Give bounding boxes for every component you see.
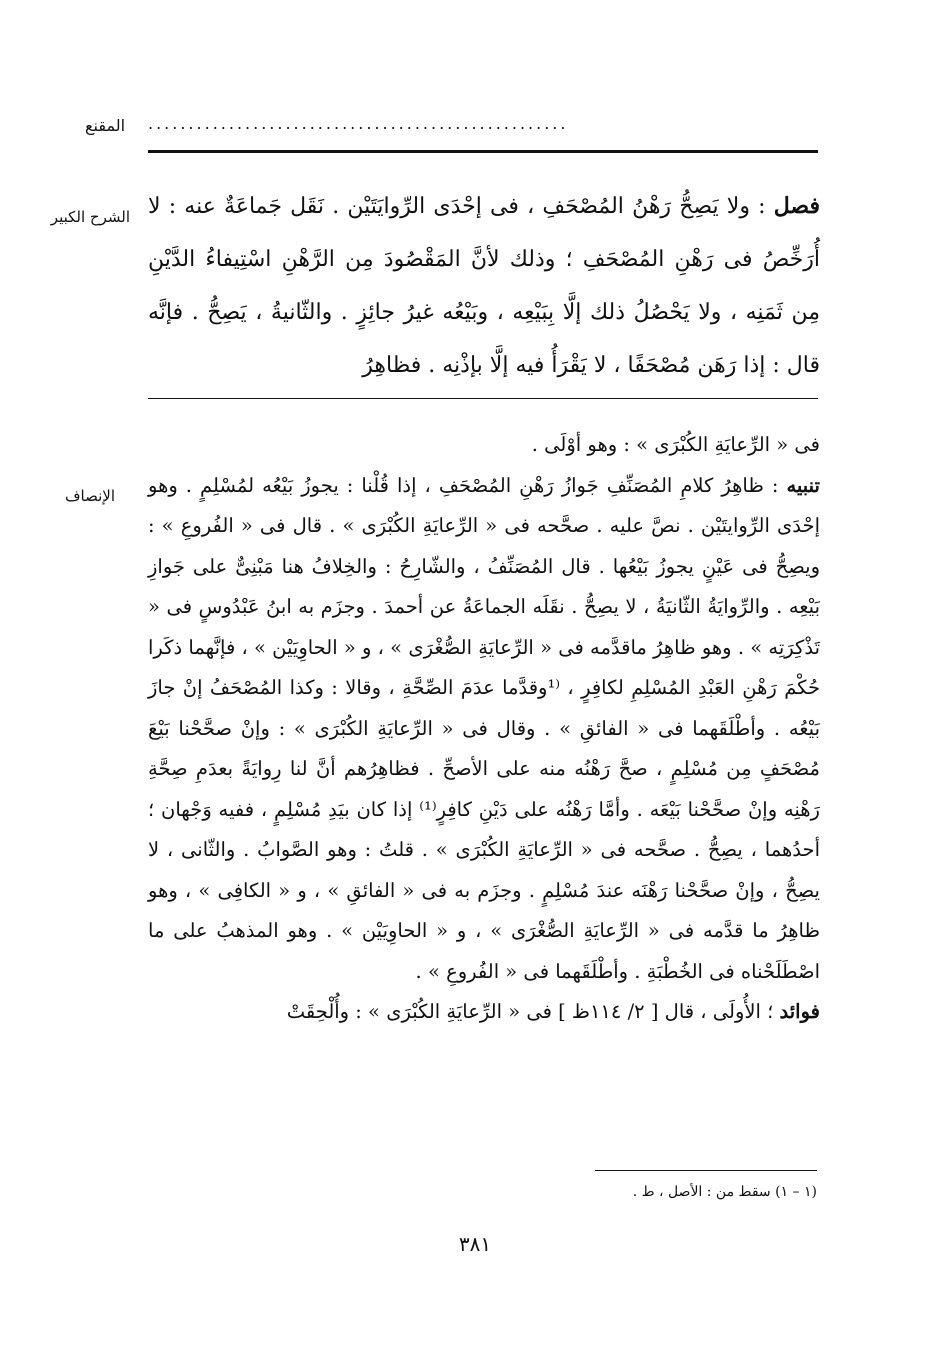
insaf-text-block (148, 425, 820, 1033)
tanbih-body: : ظاهِرُ كلامِ المُصَنِّفِ جَوازُ رَهْنِ المُصْحَفِ ، إذا قُلْنا : يجوزُ بَيْعُه لمُسْلِمٍ . وهو إحْدَى الرِّوايتَيْن . نصَّ عليه . صحَّحه فى « الرِّعايَةِ الكُبْرَى » . قال فى « الفُروعِ » : ويصِحُّ فى عَيْنٍ يجوزُ بَيْعُها . قال المُصَنِّفُ ، والشّارِحُ : والخِلافُ هنا مَبْنِىٌّ على جَوازِ بَيْعِه . والرِّوايَةُ الثّانيَةُ ، لا يصِحُّ . نقَلَه الجماعَةُ عن أحمدَ . وجزَم به ابنُ عَبْدُوسٍ فى « تَذْكِرَتِه » . وهو ظاهِرُ ماقدَّمه فى « الرِّعايَةِ الصُّغْرَى » ، و « الحاوِيَيْن » ، فإنَّهما ذكَرا حُكْمَ رَهْنِ العَبْدِ المُسْلِمِ لكافِرٍ ، ⁽¹وقدَّما عدَمَ الصِّحَّةِ ، وقالا : وكذا المُصْحَفُ إنْ جازَ بَيْعُه . وأطْلَقَهما فى « الفائقِ » . وقال فى « الرِّعايَةِ الكُبْرَى » : وإنْ صحَّحْنا بَيْعَ مُصْحَفٍ مِن مُسْلِمٍ ، صحَّ رَهْنُه منه على الأصحِّ . فظاهِرُهم أنَّ لنا رِوايَةً بعدَمِ صِحَّةِ رَهْنِه وإنْ صحَّحْنا بَيْعَه . وأمَّا رَهْنُه على دَيْنِ كافِرٍ⁽¹⁾ إذا كان بيَدِ مُسْلِمٍ ، ففيه وَجْهان ؛ أحدُهما ، يصِحُّ . صحَّحه فى « الرِّعايَةِ الكُبْرَى » . قلتُ : وهو الصَّوابُ . والثّانى ، لا يصِحُّ ، وإنْ صحَّحْنا رَهْنَه عندَ مُسْلِمٍ . وجزَم به فى « الفائقِ » ، و « الكافِى » ، وهو ظاهِرُ ما قدَّمه فى « الرِّعايَةِ الصُّغْرَى » ، و « الحاوِيَيْن » . وهو المذهبُ على ما اصْطَلَحْناه فى الخُطْبَةِ . وأطْلَقَهما فى « الفُروعِ » . (148, 473, 820, 983)
section-lead-word: فصل (773, 193, 820, 219)
page-number: ٣٨١ (458, 1232, 492, 1256)
running-title: المقنع (85, 116, 126, 135)
margin-label-sharh: الشرح الكبير (50, 208, 130, 226)
section-divider (148, 398, 818, 399)
footnote-rule (595, 1170, 817, 1171)
running-header (60, 112, 820, 142)
fawaid-lead: فوائد (779, 1000, 820, 1023)
sharh-paragraph (148, 180, 820, 392)
insaf-paragraph-1: فى « الرِّعايَةِ الكُبْرَى » : وهو أوْلَى . (531, 433, 820, 456)
fawaid-body: ؛ الأُولَى ، قال [ ٢/ ١١٤ظ ] فى « الرِّعايَةِ الكُبْرَى » : وأُلْحِقَتْ (286, 1000, 780, 1023)
margin-label-insaf: الإنصاف (64, 487, 115, 505)
insaf-paragraph-2 (148, 466, 820, 993)
footnote: (١ – ١) سقط من : الأصل ، ط . (632, 1184, 817, 1200)
insaf-paragraph-3 (148, 992, 820, 1033)
leader-dots: .................................................... (148, 114, 569, 133)
sharh-body: : ولا يَصِحُّ رَهْنُ المُصْحَفِ ، فى إحْدَى الرِّوايَتَيْن . نَقَل جَماعَةٌ عنه : لا أُرَخِّصُ فى رَهْنِ المُصْحَفِ ؛ وذلك لأنَّ المَقْصُودَ مِن الرَّهْنِ اسْتِيفاءُ الدَّيْنِ مِن ثَمَنِه ، ولا يَحْصُلُ ذلك إلَّا بِبَيْعِه ، وبَيْعُه غيرُ جائِزٍ . والثّانيةُ ، يَصِحُّ . فإنَّه قال : إذا رَهَن مُصْحَفًا ، لا يَقْرَأُ فيه إلَّا بإذْنِه . فظاهِرُ (148, 194, 820, 378)
header-rule (148, 150, 818, 153)
tanbih-lead: تنبيه (786, 473, 820, 497)
sharh-text-block (148, 180, 820, 392)
